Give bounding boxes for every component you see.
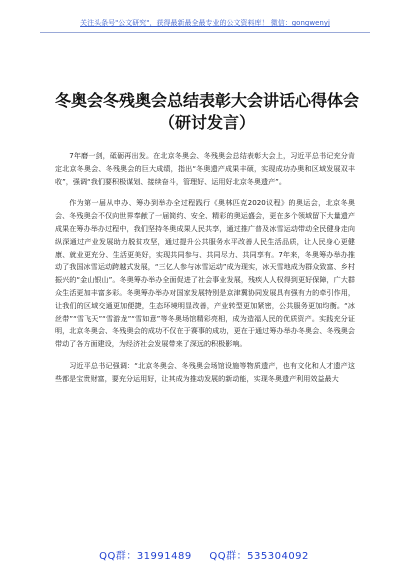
header-banner-link[interactable]: 关注头条号"公文研究"，获得最新最全最专业的公文资料库！ 微信：gongwenyj bbox=[80, 19, 330, 27]
document-body bbox=[55, 150, 355, 522]
paragraph-2: 作为第一届从申办、筹办到举办全过程践行《奥林匹克2020议程》的奥运会，北京冬奥会、冬残奥会不仅向世界奉献了一届简约、安全、精彩的奥运盛会，更在多个领域留下大量遗产成果在筹办举办过程中，我们坚持冬奥成果人民共享，通过推广普及冰雪运动带动全民健身走向纵深通过产业发展助力脱贫攻坚，通过提升公共服务水平改善人民生活品质，让人民身心更健康、就业更充分、生活更美好，实现共同参与、共同尽力、共同享有。7年来，冬奥筹办举办推动了我国冰雪运动跨越式发展，“三亿人参与冰雪运动”成为现实，冰天雪地成为群众致富、乡村振兴的“金山银山”。冬奥筹办举办全面促进了社会事业发展，残疾人人权得到更好保障，广大群众生活更加丰富多彩。冬奥筹办举办对国家发展特别是京津冀协同发展具有强有力的牵引作用，让我们的区域交通更加便捷，生态环境明显改善，产业转型更加紧密，公共服务更加均衡。“冰丝带”“雪飞天”“雪游龙”“雪如意”等冬奥场馆精彩亮相，成为造福人民的优质资产。实践充分证明，北京冬奥会、冬残奥会的成功不仅在于赛事的成功，更在于通过筹办举办冬奥会、冬残奥会带动了各方面建设，为经济社会发展带来了深远的积极影响。 bbox=[55, 198, 355, 349]
header-divider bbox=[40, 32, 370, 33]
paragraph-3: 习近平总书记强调：“北京冬奥会、冬残奥会场馆设施等物质遗产，也有文化和人才遗产这些都是宝贵财富，要充分运用好，让其成为推动发展的新动能，实现冬奥遗产利用效益最大 bbox=[55, 360, 355, 383]
qq-group-2: QQ群：535304092 bbox=[209, 551, 309, 562]
document-title: 冬奥会冬残奥会总结表彰大会讲话心得体会（研讨发言） bbox=[54, 91, 359, 132]
paragraph-1: 7年磨一剑，砥砺再出发。在北京冬奥会、冬残奥会总结表彰大会上，习近平总书记充分肯定北京冬奥会、冬残奥会的巨大成绩，指出“冬奥遗产成果丰硕，实现成功办奥和区域发展双丰收”，强调“我们要积极谋划、接续奋斗，管理好、运用好北京冬奥遗产”。 bbox=[55, 151, 355, 186]
page-footer bbox=[0, 547, 408, 562]
qq-group-1: QQ群：31991489 bbox=[99, 551, 192, 562]
